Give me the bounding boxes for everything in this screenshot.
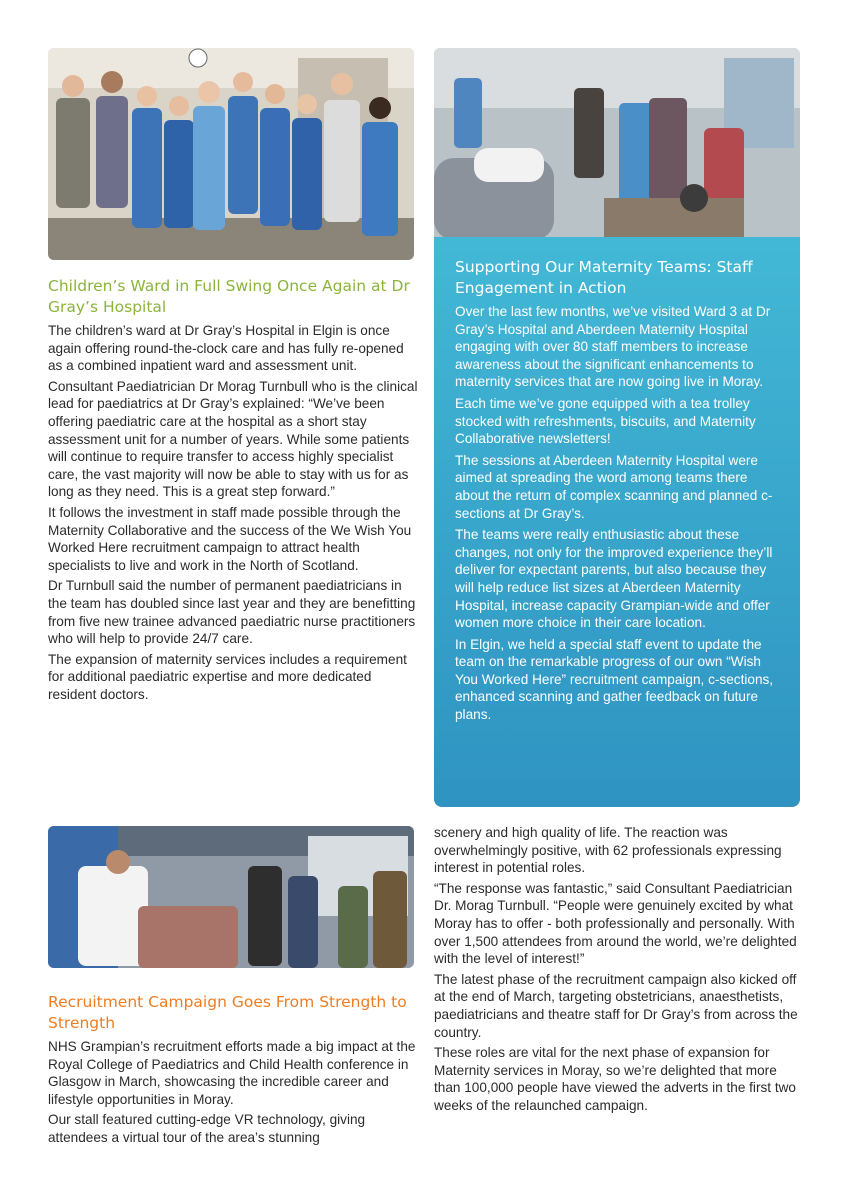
maternity-paragraph-4: The teams were really enthusiastic about these changes, not only for the improved experience they’ll deliver for expectant parents, but also because they will help reduce list sizes at Aberdeen Maternity Hospital, increase capacity Grampian-wide and offer women more choice in their care location. (455, 527, 773, 631)
childrens-ward-paragraph-3: It follows the investment in staff made possible through the Maternity Collaborative and the success of the We Wish You Worked Here recruitment campaign to attract health specialists to live and work in the North of Scotland. (48, 504, 412, 573)
staff-engagement-vr-headset-photo (434, 48, 800, 240)
childrens-ward-paragraph-5: The expansion of maternity services includes a requirement for additional paediatric expertise and more dedicated resident doctors. (48, 651, 407, 702)
recruitment-continued-paragraph-3: The latest phase of the recruitment campaign also kicked off at the end of March, targeting obstetricians, anaesthetists, paediatricians and theatre staff for Dr Gray’s from across the country. (434, 971, 798, 1040)
recruitment-paragraph-1: NHS Grampian’s recruitment efforts made a big impact at the Royal College of Paediatrics and Child Health conference in Glasgow in March, showcasing the incredible career and lifestyle opportunities in Moray. (48, 1039, 416, 1107)
recruitment-continued-paragraph-1: scenery and high quality of life. The reaction was overwhelmingly positive, with 62 professionals expressing interest in potential roles. (434, 825, 782, 876)
maternity-teams-article (434, 237, 800, 807)
maternity-paragraph-5: In Elgin, we held a special staff event to update the team on the remarkable progress of our own “Wish You Worked Here” recruitment campaign, c-sections, enhanced scanning and gather feedback on future plans. (455, 636, 774, 723)
maternity-paragraph-1: Over the last few months, we’ve visited Ward 3 at Dr Gray’s Hospital and Aberdeen Maternity Hospital engaging with over 80 staff members to increase awareness about the significant enhancements to maternity services that are now going live in Moray. (455, 304, 771, 390)
recruitment-article (48, 992, 420, 1150)
childrens-ward-paragraph-4: Dr Turnbull said the number of permanent paediatricians in the team has doubled since last year and they are benefitting from five new trainee advanced paediatric nurse practitioners who will help to provide 24/7 care. (48, 578, 416, 647)
recruitment-continued-paragraph-2: “The response was fantastic,” said Consultant Paediatrician Dr. Morag Turnbull. “People were genuinely excited by what Moray has to offer - both professionally and personally. With over 1,500 attendees from around the world, we’re delighted with the level of interest!” (434, 880, 797, 967)
maternity-paragraph-2: Each time we’ve gone equipped with a tea trolley stocked with refreshments, biscuits, and Maternity Collaborative newsletters! (455, 395, 756, 447)
maternity-paragraph-3: The sessions at Aberdeen Maternity Hospital were aimed at spreading the word among teams there about the return of complex scanning and planned c-sections at Dr Gray’s. (455, 452, 773, 521)
recruitment-article-continued (434, 824, 804, 1118)
recruitment-heading: Recruitment Campaign Goes From Strength to Strength (48, 993, 407, 1032)
recruitment-paragraph-2: Our stall featured cutting-edge VR technology, giving attendees a virtual tour of the area’s stunning (48, 1112, 366, 1145)
childrens-ward-heading: Children’s Ward in Full Swing Once Again at Dr Gray’s Hospital (48, 277, 410, 316)
maternity-heading: Supporting Our Maternity Teams: Staff Engagement in Action (455, 258, 753, 297)
conference-stall-vr-photo (48, 826, 414, 968)
recruitment-continued-paragraph-4: These roles are vital for the next phase of expansion for Maternity services in Moray, so we’re delighted that more than 100,000 people have viewed the adverts in the first two weeks of the relaunched campaign. (434, 1045, 796, 1113)
childrens-ward-article (48, 276, 420, 706)
childrens-ward-paragraph-1: The children’s ward at Dr Gray’s Hospital in Elgin is once again offering round-the-clock care and has fully re-opened as a combined inpatient ward and assessment unit. (48, 323, 404, 374)
childrens-ward-paragraph-2: Consultant Paediatrician Dr Morag Turnbull who is the clinical lead for paediatrics at Dr Gray’s explained: “We’ve been offering paediatric care at the hospital as a short stay assessment unit for a number of years. While some patients will continue to require transfer to access highly specialist care, the vast majority will now be able to stay with us for as long as they need. This is a great step forward.” (48, 378, 418, 500)
group-photo-staff-in-ward-corridor (48, 48, 414, 260)
